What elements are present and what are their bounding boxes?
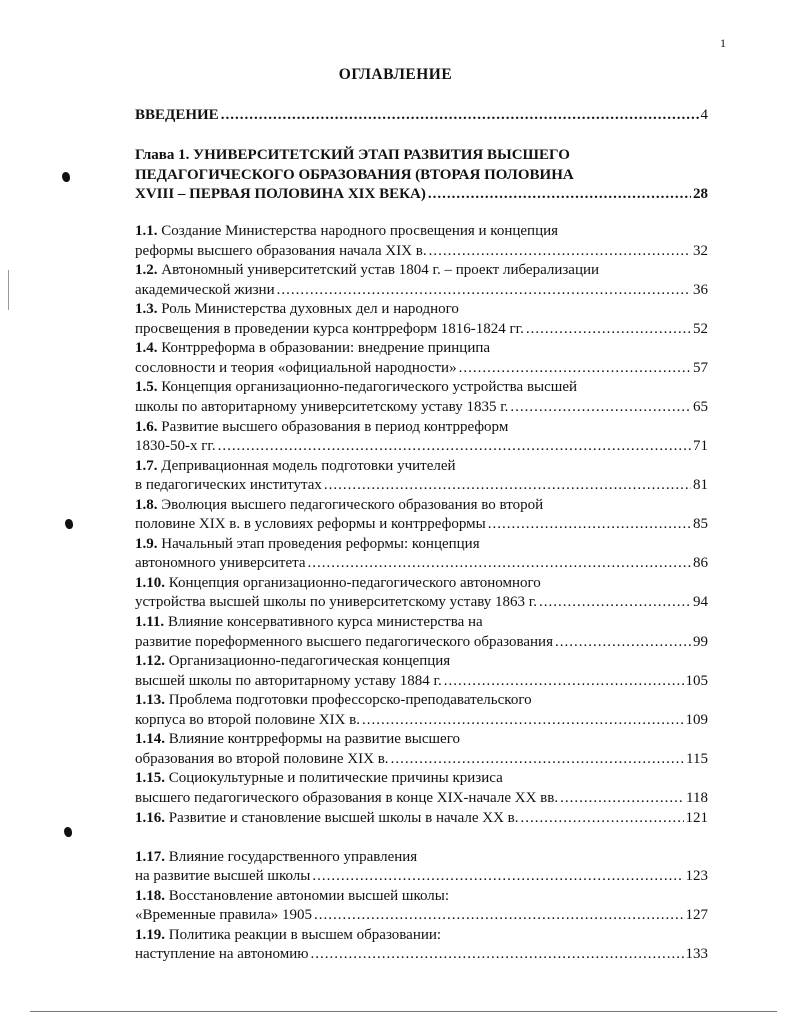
dot-leader	[308, 554, 691, 574]
toc-entry-section[interactable]	[135, 535, 708, 574]
toc-page-number: 85	[693, 516, 708, 533]
dot-leader	[459, 359, 691, 379]
toc-entry-section[interactable]	[135, 730, 708, 769]
toc-entry-section[interactable]	[135, 613, 708, 652]
toc-page-number: 115	[686, 750, 708, 767]
toc-page-number: 57	[693, 359, 708, 376]
section-number: 1.7.	[135, 457, 158, 474]
page-title: ОГЛАВЛЕНИЕ	[338, 66, 453, 83]
toc-entry-section[interactable]	[135, 378, 708, 417]
section-number: 1.17.	[135, 848, 165, 865]
toc-page-number: 118	[686, 789, 708, 806]
section-title-line-1: Депривационная модель подготовки учителей	[161, 457, 456, 474]
toc-entry-label: ВВЕДЕНИЕ	[135, 107, 219, 123]
toc-entry-section[interactable]	[135, 691, 708, 730]
scan-mark	[64, 827, 72, 837]
chapter-title-line-3: XVIII – ПЕРВАЯ ПОЛОВИНА XIX ВЕКА)	[135, 186, 426, 202]
dot-leader	[560, 789, 684, 809]
section-title-line-2: на развитие высшей школы	[135, 868, 311, 885]
toc-page-number: 65	[693, 398, 708, 415]
section-title-line-2: развитие пореформенного высшего педагогического образования	[135, 633, 553, 650]
section-number: 1.6.	[135, 418, 158, 435]
section-number: 1.3.	[135, 301, 158, 318]
section-title-line-2: образования во второй половине XIX в.	[135, 750, 389, 767]
section-number: 1.9.	[135, 535, 158, 552]
toc-page-number: 121	[685, 809, 708, 826]
section-number: 1.8.	[135, 496, 158, 513]
dot-leader	[221, 106, 699, 126]
toc-page-number: 99	[693, 633, 708, 650]
toc-entry-section[interactable]	[135, 496, 708, 535]
dot-leader	[312, 867, 683, 887]
dot-leader	[521, 809, 684, 829]
scan-edge-line	[30, 1011, 777, 1012]
section-number: 1.19.	[135, 926, 165, 943]
toc-entry-section[interactable]	[135, 261, 708, 300]
section-title-line-2: высшего педагогического образования в конце XIX-начале XX вв.	[135, 789, 559, 806]
scan-edge-line	[8, 270, 9, 310]
section-number: 1.15.	[135, 770, 165, 787]
toc-page-number: 105	[685, 672, 708, 689]
dot-leader	[429, 242, 691, 262]
section-title-line-1: Контрреформа в образовании: внедрение принципа	[161, 340, 491, 357]
toc-page-number: 28	[693, 186, 708, 202]
dot-leader	[310, 945, 683, 965]
section-title-line-2: в педагогических институтах	[135, 477, 322, 494]
toc-page-number: 123	[685, 868, 708, 885]
dot-leader	[539, 593, 691, 613]
chapter-title-line-2: ПЕДАГОГИЧЕСКОГО ОБРАЗОВАНИЯ (ВТОРАЯ ПОЛОВИНА	[135, 166, 574, 183]
section-title-line-1: Влияние контрреформы на развитие высшего	[168, 731, 460, 748]
section-title-line-2: 1830-50-х гг.	[135, 438, 216, 454]
toc-page-number: 86	[693, 555, 708, 572]
section-title-line-2: школы по авторитарному университетскому уставу 1835 г.	[135, 398, 509, 415]
toc-entry-section[interactable]	[135, 652, 708, 691]
toc-page-number: 94	[693, 594, 708, 611]
section-number: 1.5.	[135, 379, 158, 396]
dot-leader	[555, 633, 691, 653]
section-title-line-1: Влияние консервативного курса министерства на	[167, 614, 483, 630]
toc-entry-section[interactable]	[135, 809, 708, 829]
section-title-line-2: половине XIX в. в условиях реформы и контрреформы	[135, 516, 486, 533]
scan-mark	[62, 172, 70, 182]
toc-entry-section[interactable]	[135, 887, 708, 926]
section-number: 1.1.	[135, 223, 158, 239]
section-number: 1.16.	[135, 809, 165, 826]
dot-leader	[444, 672, 684, 692]
section-title-line-2: просвещения в проведении курса контрреформ 1816-1824 гг.	[135, 320, 524, 337]
toc-page-number: 133	[685, 946, 708, 963]
page-number: 1	[720, 36, 726, 50]
section-title-line-1: Влияние государственного управления	[168, 848, 418, 865]
section-title-line-1: Создание Министерства народного просвещения и концепция	[161, 223, 559, 239]
toc-entry-section[interactable]	[135, 418, 708, 457]
section-title-line-1: Проблема подготовки профессорско-преподавательского	[168, 692, 532, 709]
toc-entry-intro[interactable]	[135, 106, 708, 126]
toc-entry-section[interactable]	[135, 848, 708, 887]
toc-entry-section[interactable]	[135, 574, 708, 613]
section-number: 1.13.	[135, 692, 165, 709]
section-title-line-1: Организационно-педагогическая концепция	[168, 653, 451, 670]
section-title-line-1: Социокультурные и политические причины кризиса	[168, 770, 503, 787]
dot-leader	[510, 398, 691, 418]
dot-leader	[324, 476, 691, 496]
toc-page-number: 127	[685, 907, 708, 924]
section-title-line-2: корпуса во второй половине XIX в.	[135, 711, 360, 728]
toc-page-number: 71	[693, 438, 708, 454]
section-number: 1.12.	[135, 653, 165, 670]
section-title-line-1: Автономный университетский устав 1804 г. – проект либерализации	[161, 262, 600, 279]
dot-leader	[428, 185, 691, 205]
section-title-line-1: Развитие и становление высшей школы в начале XX в.	[168, 809, 519, 826]
toc-entry-section[interactable]	[135, 457, 708, 496]
dot-leader	[218, 437, 691, 457]
section-title-line-2: устройства высшей школы по университетскому уставу 1863 г.	[135, 594, 538, 611]
toc-entry-section[interactable]	[135, 926, 708, 965]
chapter-title-line-1: Глава 1. УНИВЕРСИТЕТСКИЙ ЭТАП РАЗВИТИЯ ВЫСШЕГО	[135, 147, 570, 163]
section-title-line-2: высшей школы по авторитарному уставу 1884 г.	[135, 672, 442, 689]
section-title-line-2: автономного университета	[135, 555, 306, 572]
section-title-line-2: сословности и теория «официальной народности»	[135, 359, 457, 376]
section-title-line-1: Концепция организационно-педагогического автономного	[168, 574, 541, 591]
section-title-line-1: Развитие высшего образования в период контрреформ	[161, 418, 509, 435]
toc-page-number: 32	[693, 242, 708, 259]
section-title-line-2: «Временные правила» 1905	[135, 907, 313, 924]
toc-page-number: 36	[693, 281, 708, 298]
toc-entry-section[interactable]	[135, 339, 708, 378]
section-title-line-1: Начальный этап проведения реформы: концепция	[161, 535, 480, 552]
section-title-line-1: Политика реакции в высшем образовании:	[168, 926, 442, 943]
dot-leader	[362, 711, 684, 731]
toc-entry-chapter-1[interactable]	[135, 146, 708, 205]
section-title-line-1: Эволюция высшего педагогического образования во второй	[161, 496, 544, 513]
section-number: 1.2.	[135, 262, 158, 279]
toc-page-number: 4	[700, 107, 708, 123]
section-title-line-2: академической жизни	[135, 281, 275, 298]
section-title-line-1: Концепция организационно-педагогического устройства высшей	[161, 379, 578, 396]
toc-entry-section[interactable]	[135, 769, 708, 808]
section-number: 1.18.	[135, 887, 165, 904]
toc-page-number: 109	[685, 711, 708, 728]
section-title-line-2: реформы высшего образования начала XIX в.	[135, 242, 427, 259]
section-title-line-1: Роль Министерства духовных дел и народного	[161, 301, 459, 318]
toc-entry-section[interactable]	[135, 222, 708, 261]
section-number: 1.11.	[135, 614, 165, 630]
section-number: 1.14.	[135, 731, 165, 748]
toc-page-number: 81	[693, 477, 708, 494]
toc-entry-section[interactable]	[135, 300, 708, 339]
section-number: 1.10.	[135, 574, 165, 591]
toc-page-number: 52	[693, 320, 708, 337]
dot-leader	[277, 281, 691, 301]
dot-leader	[488, 515, 691, 535]
scan-mark	[65, 519, 73, 529]
section-title-line-2: наступление на автономию	[135, 946, 309, 963]
dot-leader	[391, 750, 684, 770]
section-number: 1.4.	[135, 340, 158, 357]
section-title-line-1: Восстановление автономии высшей школы:	[168, 887, 450, 904]
dot-leader	[314, 906, 683, 926]
dot-leader	[526, 320, 691, 340]
